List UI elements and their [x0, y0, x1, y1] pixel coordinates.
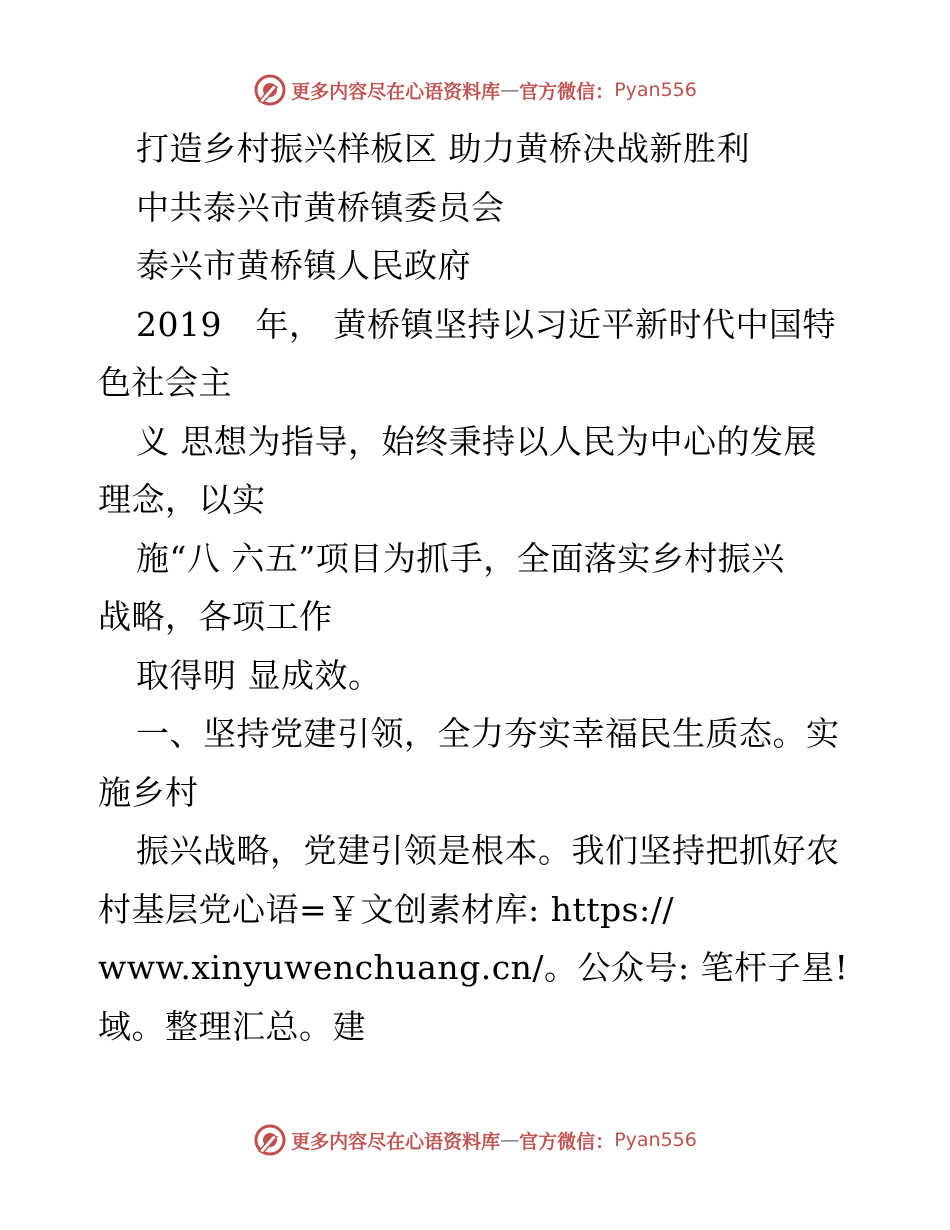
watermark-separator: —: [500, 79, 520, 101]
paragraph-line: 施“八 六五”项目为抓手，全面落实乡村振兴: [136, 538, 785, 578]
watermark-id: Pyan556: [614, 79, 697, 101]
footer-watermark: [0, 1120, 950, 1160]
watermark-text: 更多内容尽在心语资料库: [291, 80, 501, 103]
section-heading-line: 一、坚持党建引领，全力夯实幸福民生质态。实: [136, 714, 840, 753]
watermark-label: 官方微信：: [519, 1130, 615, 1153]
header-watermark: [0, 70, 950, 110]
brand-logo-icon: [253, 1123, 287, 1157]
paragraph-line: 取得明 显成效。: [136, 655, 382, 695]
watermark-text: 更多内容尽在心语资料库: [291, 1130, 501, 1153]
paragraph-line: 理念，以实: [98, 480, 266, 519]
paragraph-line: 村基层党心语=￥文创素材库: https://: [98, 889, 674, 929]
document-title: 打造乡村振兴样板区 助力黄桥决战新胜利: [136, 129, 750, 168]
watermark-id: Pyan556: [614, 1129, 697, 1151]
paragraph-line: 战略，各项工作: [98, 597, 333, 636]
author-party-committee: 中共泰兴市黄桥镇委员会: [136, 187, 505, 227]
watermark-label: 官方微信：: [519, 80, 615, 103]
paragraph-line: 施乡村: [98, 772, 199, 812]
paragraph-line: 色社会主: [98, 363, 232, 402]
paragraph-line: 义 思想为指导，始终秉持以人民为中心的发展: [136, 421, 817, 461]
paragraph-line: www.xinyuwenchuang.cn/。公众号: 笔杆子星!: [98, 948, 849, 987]
paragraph-line: 振兴战略，党建引领是根本。我们坚持把抓好农: [136, 831, 840, 870]
paragraph-line: 域。整理汇总。建: [98, 1006, 366, 1046]
paragraph-line: 2019 年， 黄桥镇坚持以习近平新时代中国特: [136, 304, 836, 344]
brand-logo-icon: [253, 73, 287, 107]
author-government: 泰兴市黄桥镇人民政府: [136, 246, 471, 285]
watermark-separator: —: [500, 1129, 520, 1151]
document-body: [98, 120, 858, 1056]
